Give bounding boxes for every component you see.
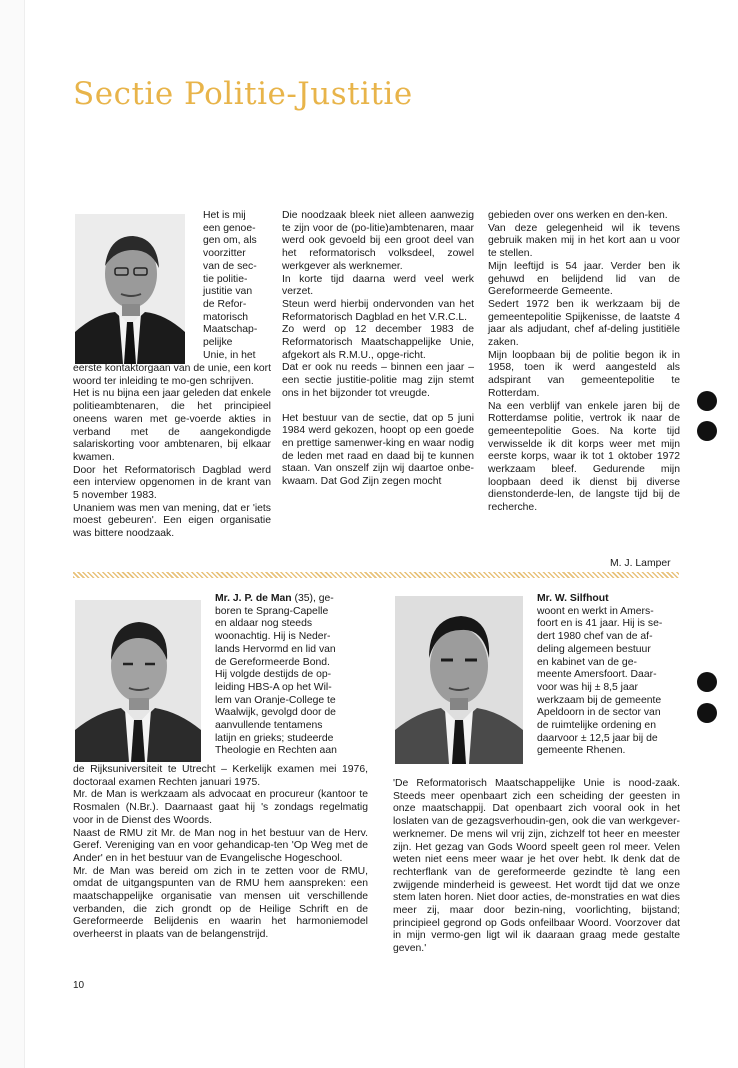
wrap-line: Hij volgde destijds de op- — [215, 669, 332, 681]
wrap-line: pelijke — [203, 337, 233, 349]
lamper-column-2 — [282, 210, 474, 489]
paragraph: de Rijksuniversiteit te Utrecht – Kerkelijk examen mei 1976, doctoraal examen Rechten januari 1975. — [73, 764, 368, 788]
wrap-line: daarvoor ± 12,5 jaar bij de — [537, 732, 658, 744]
de-man-intro-tail: (35), ge- — [291, 593, 334, 604]
wrap-line: en aldaar nog steeds — [215, 618, 313, 630]
wrap-line: latijn en grieks; studeerde — [215, 732, 334, 744]
page-number: 10 — [73, 980, 85, 991]
wrap-line: boren te Sprang-Capelle — [215, 605, 329, 617]
wrap-line: Unie, in het — [203, 349, 256, 361]
wrap-line: woonachtig. Hij is Neder- — [215, 631, 331, 643]
paragraph: Dat er ook nu reeds – binnen een jaar – een sectie justitie-politie mag zijn stemt ons in het bijzonder tot vreugde. — [282, 362, 474, 399]
de-man-body — [73, 764, 368, 942]
paragraph: gebieden over ons werken en den-ken. — [488, 210, 668, 221]
wrap-line: Waalwijk, gevolgd door de — [215, 707, 336, 719]
wrap-line: werkzaam bij de gemeente — [537, 694, 662, 706]
binder-hole — [697, 703, 717, 723]
wrap-line: dert 1980 chef van de af- — [537, 631, 653, 643]
page-edge — [0, 0, 25, 1068]
lamper-wrap-text — [203, 210, 271, 362]
paragraph: In korte tijd daarna werd veel werk verzet. — [282, 273, 474, 298]
paragraph: Unaniem was men van mening, dat er 'iets moest gebeuren'. Een eigen organisatie was bittere noodzaak. — [73, 502, 271, 540]
paragraph: Door het Reformatorisch Dagblad werd een interview opgenomen in de krant van 5 november 1983. — [73, 464, 271, 502]
paragraph: Zo werd op 12 december 1983 de Reformatorisch Maatschappelijke Unie, afgekort als R.M.U., opge-richt. — [282, 324, 474, 361]
wrap-line: Maatschap- — [203, 324, 258, 336]
lamper-column-1 — [73, 363, 271, 541]
paragraph: Naast de RMU zit Mr. de Man nog in het bestuur van de Herv. Geref. Vereniging van en voor gehandicap-ten 'Op Weg met de Ander' en in het bestuur van de Evangelische Hogeschool. — [73, 827, 368, 864]
paragraph: Het bestuur van de sectie, dat op 5 juni 1984 werd gekozen, hoopt op een goede en prettige samenwer-king en waar nodig de leden met raad en daad bij te kunnen staan. Van onszelf zijn wij daartoe onbe-kwaam. Dat God Zijn zegen mocht — [282, 412, 474, 488]
paragraph: Steun werd hierbij ondervonden van het Reformatorisch Dagblad en het V.R.C.L. — [282, 298, 474, 323]
section-divider — [73, 572, 679, 578]
wrap-line: de ruimtelijke ordening en — [537, 720, 656, 732]
de-man-photo — [75, 600, 201, 762]
wrap-line: deling algemeen bestuur — [537, 643, 651, 655]
signature: M. J. Lamper — [610, 558, 671, 569]
wrap-line: Theologie en Rechten aan — [215, 745, 337, 757]
wrap-line: lem van Oranje-College te — [215, 694, 336, 706]
wrap-line: woont en werkt in Amers- — [537, 605, 654, 617]
paragraph: Mijn leeftijd is 54 jaar. Verder ben ik gehuwd en belijdend lid van de Gereformeerde Gemeente. — [488, 260, 680, 298]
paragraph: Van deze gelegenheid wil ik tevens gebruik maken mij in het kort aan u voor te stellen. — [488, 222, 680, 260]
wrap-line: leiding HBS-A op het Wil- — [215, 681, 332, 693]
binder-hole — [697, 672, 717, 692]
wrap-line — [215, 593, 368, 606]
paragraph: Het is nu bijna een jaar geleden dat enkele politieambtenaren, die het principieel oneens waren met ge-voerde akties in verband met de aangekondigde salariskorting voor ambtenaren, bij elkaar kwamen. — [73, 388, 271, 463]
wrap-line: gen om, als — [203, 235, 257, 247]
paragraph: Mijn loopbaan bij de politie begon ik in 1958, toen ik werd aangesteld als adspirant van gemeentepolitie te Rotterdam. — [488, 349, 680, 399]
wrap-line: matorisch — [203, 311, 249, 323]
paragraph: Mr. de Man was bereid om zich in te zetten voor de RMU, omdat de uitgangspunten van de RMU hem aanspreken: een maatschappelijke organisatie van mensen uit verschillende verbanden, die zich grondt op de Heilige Schrift en de Gereformeerde Belijdenis en waarin het harmoniemodel overheerst in plaats van de belangenstrijd. — [73, 865, 368, 941]
wrap-line: justitie van — [203, 286, 253, 298]
lamper-column-3 — [488, 210, 680, 515]
silfhout-photo — [395, 596, 523, 764]
wrap-line: voorzitter — [203, 248, 246, 260]
wrap-line: een genoe- — [203, 222, 256, 234]
paragraph: Die noodzaak bleek niet alleen aanwezig te zijn voor de (po-litie)ambtenaren, maar werd ook gevoeld bij een groot deel van het reformatorisch volksdeel, zowel werkgever als werknemer. — [282, 210, 474, 272]
wrap-line: van de sec- — [203, 260, 257, 272]
wrap-line: de Gereformeerde Bond. — [215, 656, 330, 668]
wrap-line: aanvullende tentamens — [215, 720, 323, 732]
paragraph: 'De Reformatorisch Maatschappelijke Unie is nood-zaak. Steeds meer openbaart zich een scheiding der geesten in onze maatschappij. Dat openbaart zich vooral ook in het loslaten van de gezagsverhoudin-gen, ook die van werkgever-werknemer. De mens wil vrij zijn, zichzelf tot heer en meester zijn. Het gezag van Gods Woord speelt geen rol meer. Velen weten niet eens meer waar je het over hebt. Ik denk dat de rechterflank van de gereformeerde gezindte tè lang een zwijgende minderheid is geweest. Het wordt tijd dat we onze stem laten horen. Niet door acties, de-monstraties en wat dies meer zij, maar door bezin-ning, voorlichting, bijstand; principieel gegrond op Gods onfeilbaar Woord. Voorzover dat in mijn vermo-gen ligt wil ik daaraan graag mede gestalte geven.' — [393, 778, 680, 955]
wrap-line: en kabinet van de ge- — [537, 656, 637, 668]
silfhout-wrap-text — [537, 593, 680, 758]
wrap-line: tie politie- — [203, 273, 248, 285]
binder-hole — [697, 421, 717, 441]
paragraph: eerste kontaktorgaan van de unie, een kort woord ter inleiding te mo-gen schrijven. — [73, 363, 271, 387]
wrap-line: voor was hij ± 8,5 jaar — [537, 681, 638, 693]
wrap-line: foort en is 41 jaar. Hij is se- — [537, 618, 663, 630]
paragraph: Mr. de Man is werkzaam als advocaat en procureur (kantoor te Rosmalen (N.Br.). Daarnaast gaat hij 's zondags regelmatig voor in de Dienst des Woords. — [73, 789, 368, 826]
de-man-wrap-text — [215, 593, 368, 758]
de-man-name: Mr. J. P. de Man — [215, 593, 292, 604]
wrap-line: meente Amersfoort. Daar- — [537, 669, 657, 681]
binder-hole — [697, 391, 717, 411]
silfhout-name: Mr. W. Silfhout — [537, 593, 609, 604]
wrap-line: gemeente Rhenen. — [537, 745, 626, 757]
paragraph: Na een verblijf van enkele jaren bij de Rotterdamse politie, vertrok ik naar de gemeentepolitie Goes. Na korte tijd verwisselde ik dit korps weer met mijn eerste korps, waar ik tot 1 oktober 1972 werkzaam bleef. Gedurende mijn loopbaan deed ik dienst bij diverse dienstonderde-len, de langste tijd bij de recherche. — [488, 400, 680, 514]
lamper-photo — [75, 214, 185, 364]
wrap-line: lands Hervormd en lid van — [215, 643, 336, 655]
wrap-line — [537, 593, 680, 606]
wrap-line: Het is mij — [203, 210, 246, 221]
paragraph: Sedert 1972 ben ik werkzaam bij de gemeentepolitie Spijkenisse, de laatste 4 jaar als adjudant, chef af-deling justitiële zaken. — [488, 298, 680, 349]
wrap-line: de Refor- — [203, 298, 247, 310]
page-title: Sectie Politie-Justitie — [73, 76, 413, 112]
wrap-line: Apeldoorn in de sector van — [537, 707, 661, 719]
silfhout-quote — [393, 778, 680, 956]
